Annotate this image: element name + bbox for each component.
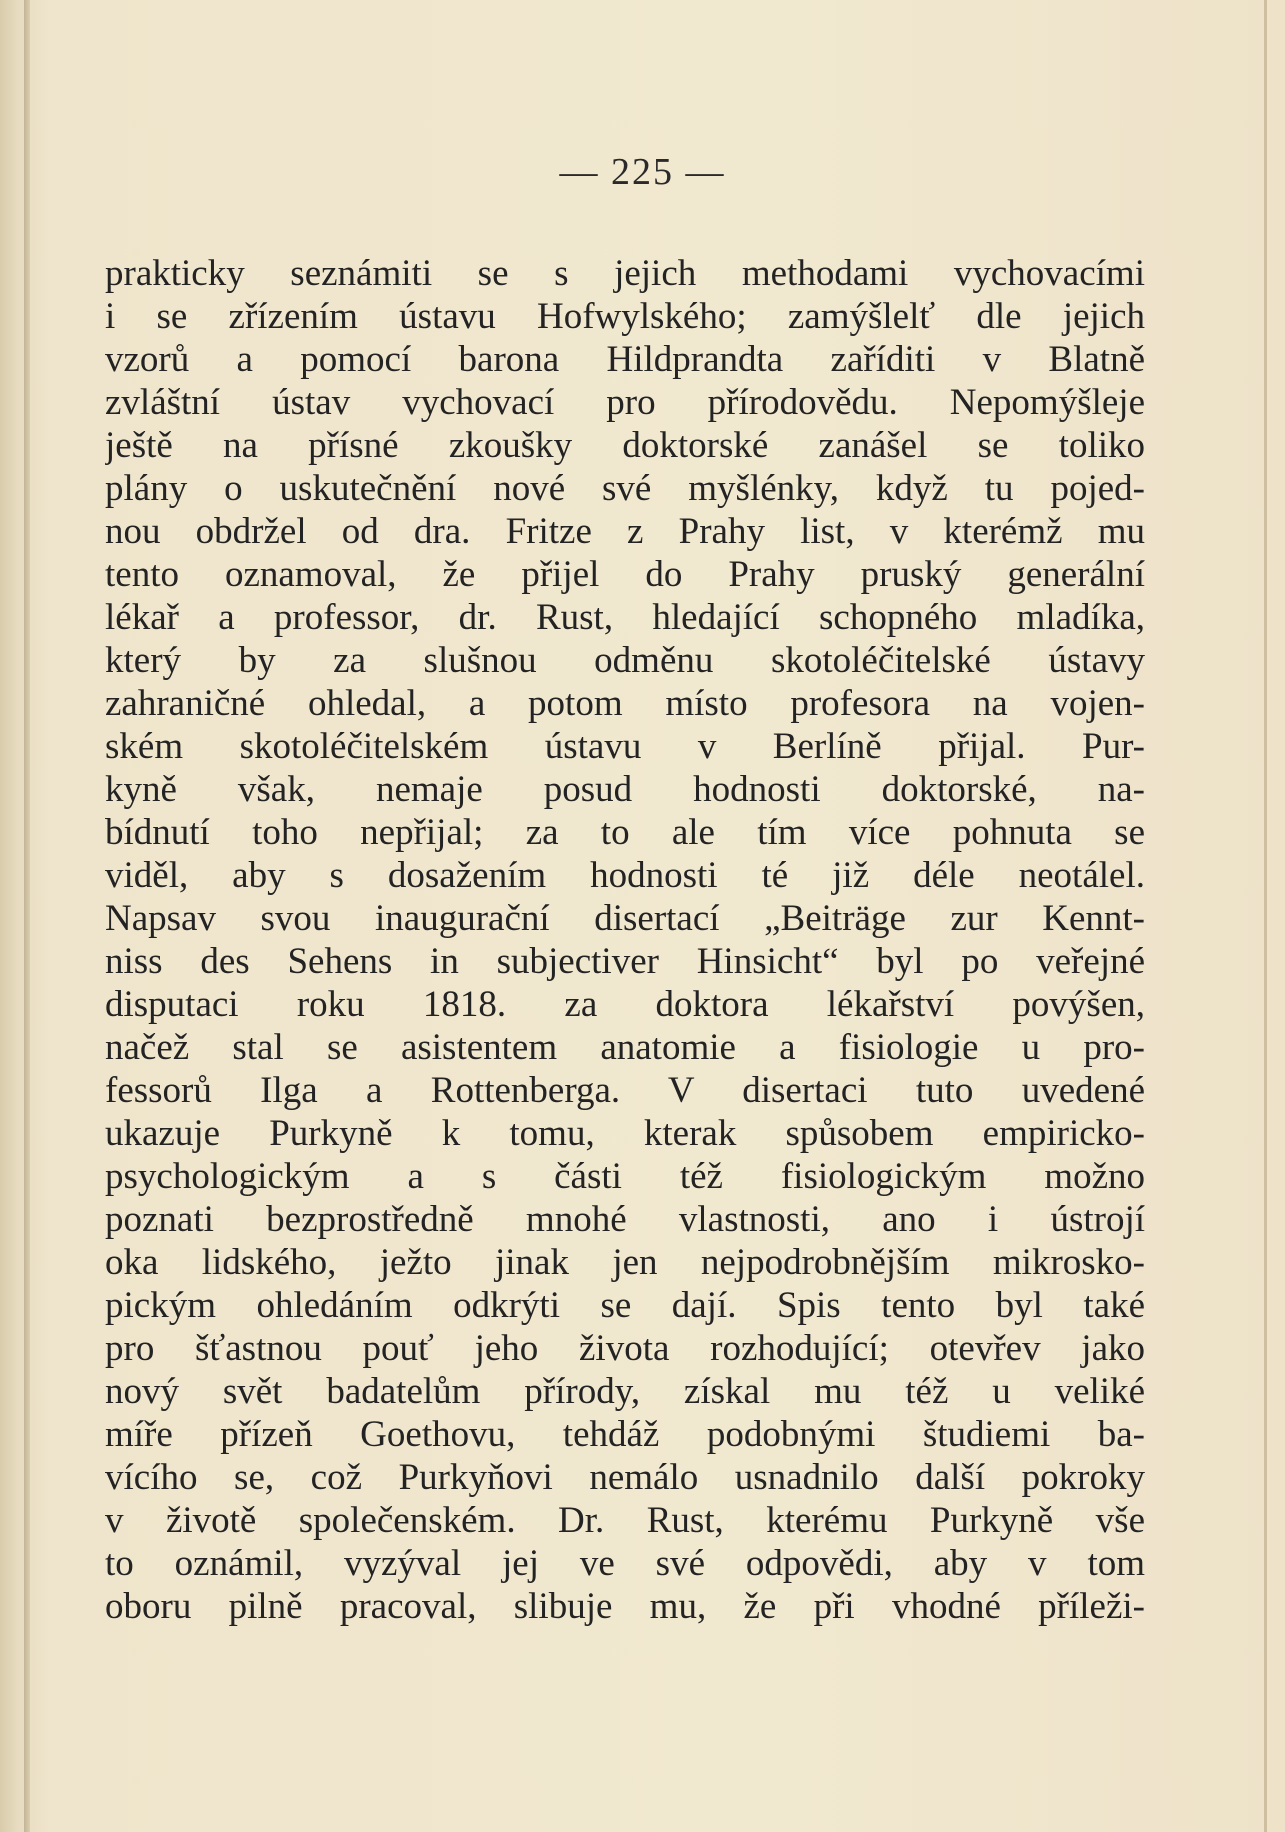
- text-line: bídnutí toho nepřijal; za to ale tím více pohnuta se: [105, 812, 1145, 853]
- text-line: ještě na přísné zkoušky doktorské zanášel se toliko: [105, 425, 1145, 466]
- text-line: to oznámil, vyzýval jej ve své odpovědi, aby v tom: [105, 1543, 1145, 1584]
- text-line: nový svět badatelům přírody, získal mu též u veliké: [105, 1371, 1145, 1412]
- page-binding-edge: [24, 0, 30, 1832]
- text-line: Napsav svou inaugurační disertací „Beiträge zur Kennt-: [105, 898, 1145, 939]
- text-line: fessorů Ilga a Rottenberga. V disertaci tuto uvedené: [105, 1070, 1145, 1111]
- text-line: pickým ohledáním odkrýti se dají. Spis tento byl také: [105, 1285, 1145, 1326]
- page-number: — 225 —: [559, 151, 726, 193]
- text-line: zahraničné ohledal, a potom místo profesora na vojen-: [105, 683, 1145, 724]
- text-line: lékař a professor, dr. Rust, hledající schopného mladíka,: [105, 597, 1145, 638]
- body-text: [105, 252, 1145, 1628]
- text-line: viděl, aby s dosažením hodnosti té již déle neotálel.: [105, 855, 1145, 896]
- text-line: ukazuje Purkyně k tomu, kterak spůsobem empiricko-: [105, 1113, 1145, 1154]
- text-line: oka lidského, ježto jinak jen nejpodrobnějším mikrosko-: [105, 1242, 1145, 1283]
- text-line: i se zřízením ústavu Hofwylského; zamýšlelť dle jejich: [105, 296, 1145, 337]
- page-right-edge: [1264, 0, 1267, 1832]
- text-line: nou obdržel od dra. Fritze z Prahy list, v kterémž mu: [105, 511, 1145, 552]
- text-line: oboru pilně pracoval, slibuje mu, že při vhodné příleži-: [105, 1586, 1145, 1627]
- text-line: ském skotoléčitelském ústavu v Berlíně přijal. Pur-: [105, 726, 1145, 767]
- text-line: niss des Sehens in subjectiver Hinsicht“ byl po veřejné: [105, 941, 1145, 982]
- text-line: míře přízeň Goethovu, tehdáž podobnými študiemi ba-: [105, 1414, 1145, 1455]
- text-line: kyně však, nemaje posud hodnosti doktorské, na-: [105, 769, 1145, 810]
- text-line: poznati bezprostředně mnohé vlastnosti, ano i ústrojí: [105, 1199, 1145, 1240]
- text-line: disputaci roku 1818. za doktora lékařství povýšen,: [105, 984, 1145, 1025]
- text-line: který by za slušnou odměnu skotoléčitelské ústavy: [105, 640, 1145, 681]
- text-line: vícího se, což Purkyňovi nemálo usnadnilo další pokroky: [105, 1457, 1145, 1498]
- text-line: tento oznamoval, že přijel do Prahy pruský generální: [105, 554, 1145, 595]
- text-line: v životě společenském. Dr. Rust, kterému Purkyně vše: [105, 1500, 1145, 1541]
- text-line: zvláštní ústav vychovací pro přírodovědu. Nepomýšleje: [105, 382, 1145, 423]
- text-line: psychologickým a s části též fisiologickým možno: [105, 1156, 1145, 1197]
- text-line: plány o uskutečnění nové své myšlénky, když tu pojed-: [105, 468, 1145, 509]
- text-line: načež stal se asistentem anatomie a fisiologie u pro-: [105, 1027, 1145, 1068]
- text-line: vzorů a pomocí barona Hildprandta zaříditi v Blatně: [105, 339, 1145, 380]
- text-line: pro šťastnou pouť jeho života rozhodující; otevřev jako: [105, 1328, 1145, 1369]
- text-line: prakticky seznámiti se s jejich methodami vychovacími: [105, 253, 1145, 294]
